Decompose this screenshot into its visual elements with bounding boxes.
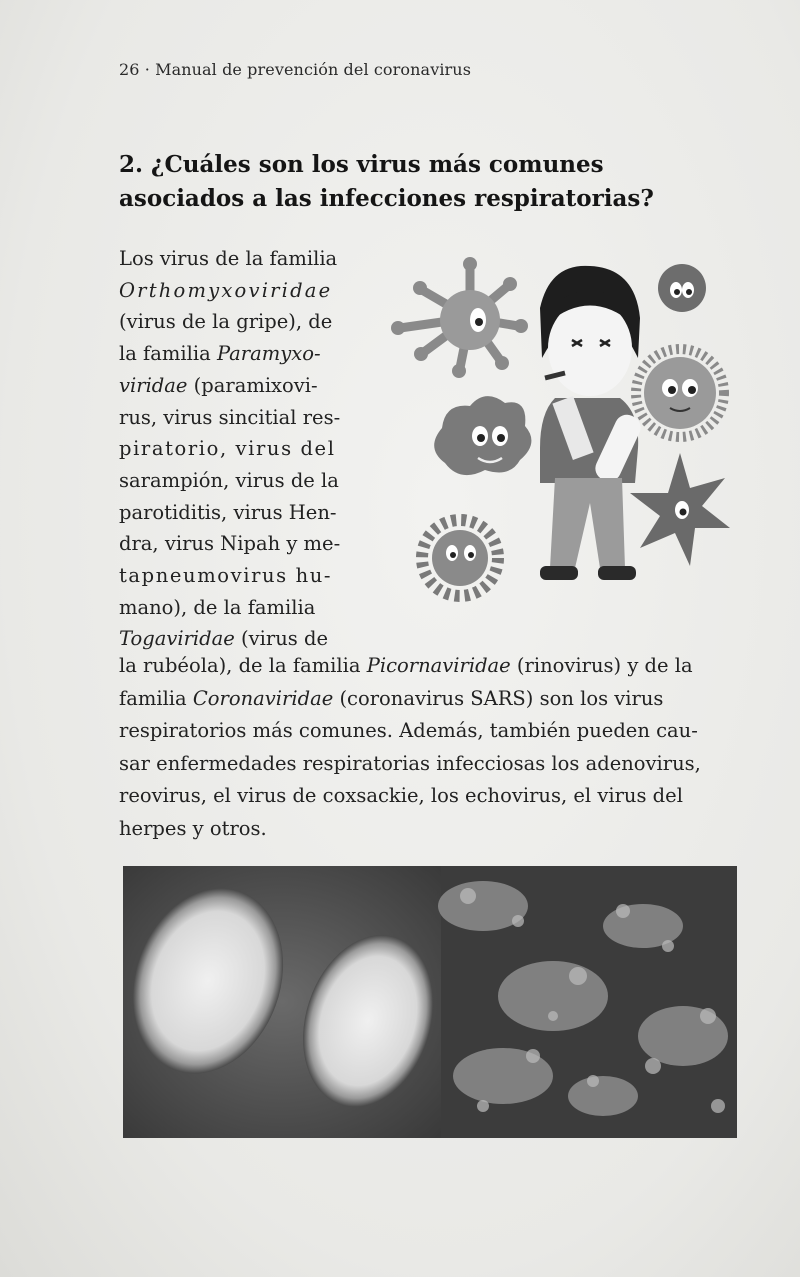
text-run-italic: Paramyxo-	[216, 342, 321, 366]
text-line: reovirus, el virus de coxsackie, los echovirus, el virus del	[119, 784, 683, 807]
fuzzy-virus-icon	[636, 349, 724, 437]
text-line: respiratorios más comunes. Además, también pueden cau-	[119, 719, 698, 742]
text-line: tapneumovirus hu-	[119, 564, 333, 588]
text-line: (virus de la gripe), de	[119, 310, 333, 334]
text-line: sarampión, virus de la	[119, 468, 339, 492]
text-run: familia	[119, 686, 193, 710]
text-run: la familia	[119, 342, 217, 366]
text-line: piratorio, virus del	[119, 437, 336, 461]
spiky-virus-icon	[391, 257, 528, 378]
sick-boy-icon	[540, 266, 645, 580]
text-line	[119, 338, 363, 370]
text-run: (coronavirus SARS) son los virus	[333, 686, 664, 710]
text-run-italic: Togaviridae	[119, 627, 235, 651]
text-run: la rubéola), de la familia	[119, 654, 367, 677]
virus-micrograph-photo	[123, 866, 737, 1138]
small-virus-icon	[658, 264, 706, 312]
text-run-italic: Coronaviridae	[192, 686, 334, 710]
text-line	[119, 683, 739, 716]
section-title-line-2: asociados a las infecciones respiratorias?	[119, 185, 654, 212]
section-title-line-1: 2. ¿Cuáles son los virus más comunes	[119, 151, 604, 178]
text-run-italic: viridae	[119, 373, 188, 397]
cloud-virus-icon	[434, 396, 531, 475]
text-line	[119, 650, 739, 683]
text-line: Orthomyxoviridae	[119, 278, 333, 302]
full-width-paragraph	[119, 650, 739, 845]
text-run-italic: Picornaviridae	[366, 654, 511, 677]
section-title	[119, 148, 759, 216]
text-line	[119, 370, 363, 402]
text-line: rus, virus sincitial res-	[119, 405, 341, 429]
text-run: (rinovirus) y de la	[510, 654, 693, 677]
text-run: (virus de	[234, 627, 328, 651]
running-head: 26 · Manual de prevención del coronavirus	[119, 60, 472, 79]
text-line: Los virus de la familia	[119, 247, 338, 270]
text-line: herpes y otros.	[119, 816, 267, 840]
text-run: (paramixovi-	[187, 373, 318, 397]
text-line: dra, virus Nipah y me-	[119, 532, 341, 556]
virus-cartoon-illustration	[390, 248, 750, 628]
bumpy-virus-icon	[422, 520, 498, 596]
text-line: sar enfermedades respiratorias infecciosas los adenovirus,	[119, 751, 701, 775]
star-virus-icon	[630, 453, 730, 566]
text-line: mano), de la familia	[119, 595, 316, 619]
wrapped-paragraph	[119, 243, 363, 655]
text-line: parotiditis, virus Hen-	[119, 500, 337, 524]
